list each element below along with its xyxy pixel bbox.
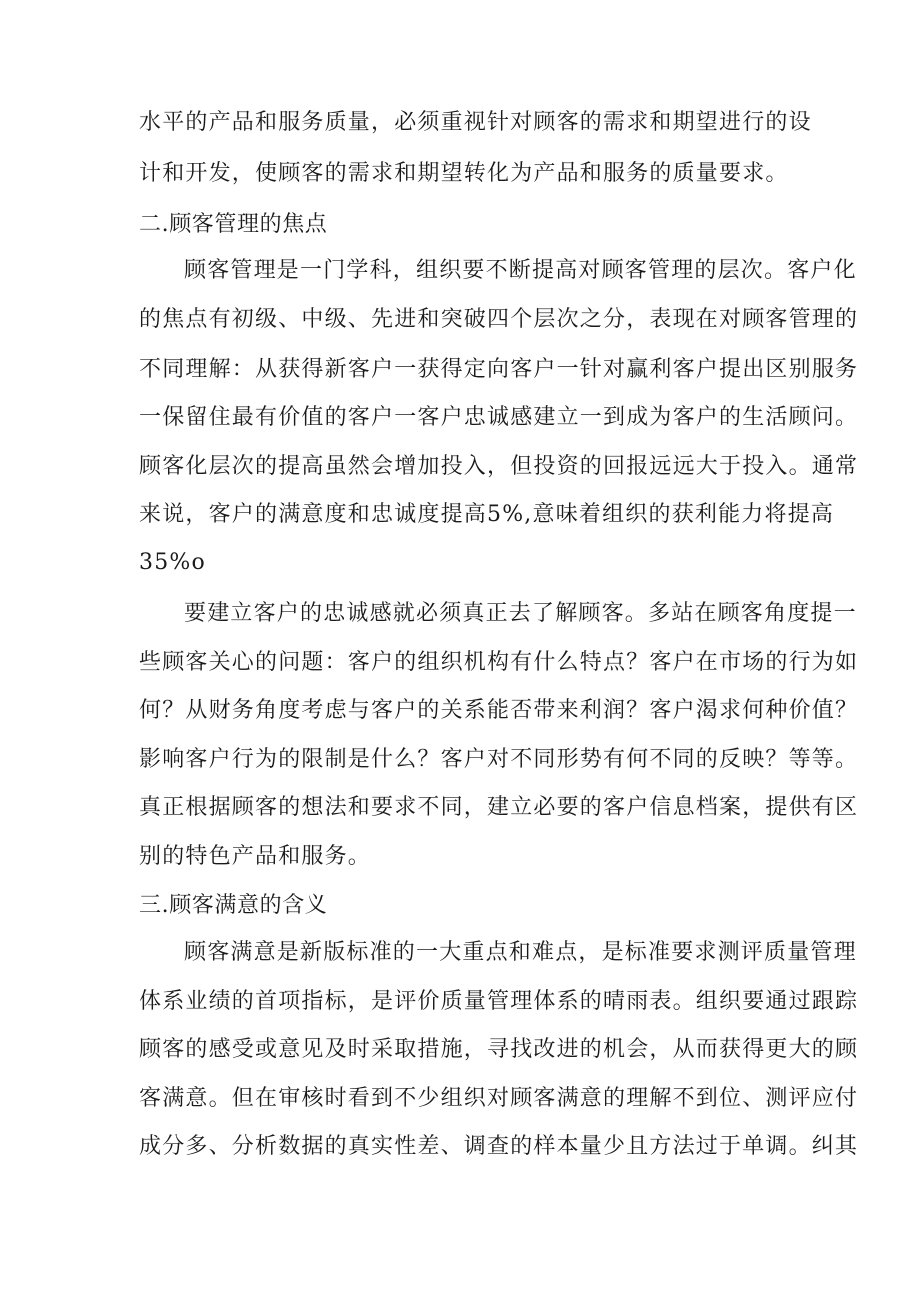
paragraph-line: 体系业绩的首项指标，是评价质量管理体系的晴雨表。组织要通过跟踪 — [139, 989, 859, 1014]
section-heading: 二.顾客管理的焦点 — [139, 212, 328, 237]
paragraph-line: 的焦点有初级、中级、先进和突破四个层次之分，表现在对顾客管理的 — [139, 307, 859, 332]
paragraph-line: 来说，客户的满意度和忠诚度提高5%,意味着组织的获利能力将提高 — [139, 502, 835, 527]
paragraph-line: 顾客化层次的提高虽然会增加投入，但投资的回报远远大于投入。通常 — [139, 454, 859, 479]
paragraph-line: 计和开发，使顾客的需求和期望转化为产品和服务的质量要求。 — [139, 161, 789, 186]
paragraph-line: 不同理解：从获得新客户一获得定向客户一针对赢利客户提出区别服务 — [139, 357, 859, 382]
paragraph-line: 顾客的感受或意见及时采取措施，寻找改进的机会，从而获得更大的顾 — [139, 1037, 859, 1062]
paragraph-line: 些顾客关心的问题：客户的组织机构有什么特点？客户在市场的行为如 — [139, 650, 859, 675]
paragraph-line: 成分多、分析数据的真实性差、调查的样本量少且方法过于单调。纠其 — [139, 1134, 859, 1159]
paragraph-line: 影响客户行为的限制是什么？客户对不同形势有何不同的反映？等等。 — [139, 747, 859, 772]
paragraph-line: 何？从财务角度考虑与客户的关系能否带来利润？客户渴求何种价值？ — [139, 698, 859, 723]
paragraph-line: 水平的产品和服务质量，必须重视针对顾客的需求和期望进行的设 — [139, 110, 812, 135]
paragraph-line: 顾客满意是新版标准的一大重点和难点，是标准要求测评质量管理 — [184, 940, 857, 965]
section-heading: 三.顾客满意的含义 — [139, 893, 328, 918]
paragraph-line: 别的特色产品和服务。 — [139, 844, 372, 869]
paragraph-line: 一保留住最有价值的客户一客户忠诚感建立一到成为客户的生活顾问。 — [139, 405, 859, 430]
paragraph-line: 35%o — [139, 550, 206, 575]
paragraph-line: 客满意。但在审核时看到不少组织对顾客满意的理解不到位、测评应付 — [139, 1086, 859, 1111]
paragraph-line: 要建立客户的忠诚感就必须真正去了解顾客。多站在顾客角度提一 — [184, 601, 857, 626]
paragraph-line: 顾客管理是一门学科，组织要不断提高对顾客管理的层次。客户化 — [184, 258, 857, 283]
paragraph-line: 真正根据顾客的想法和要求不同，建立必要的客户信息档案，提供有区 — [139, 795, 859, 820]
